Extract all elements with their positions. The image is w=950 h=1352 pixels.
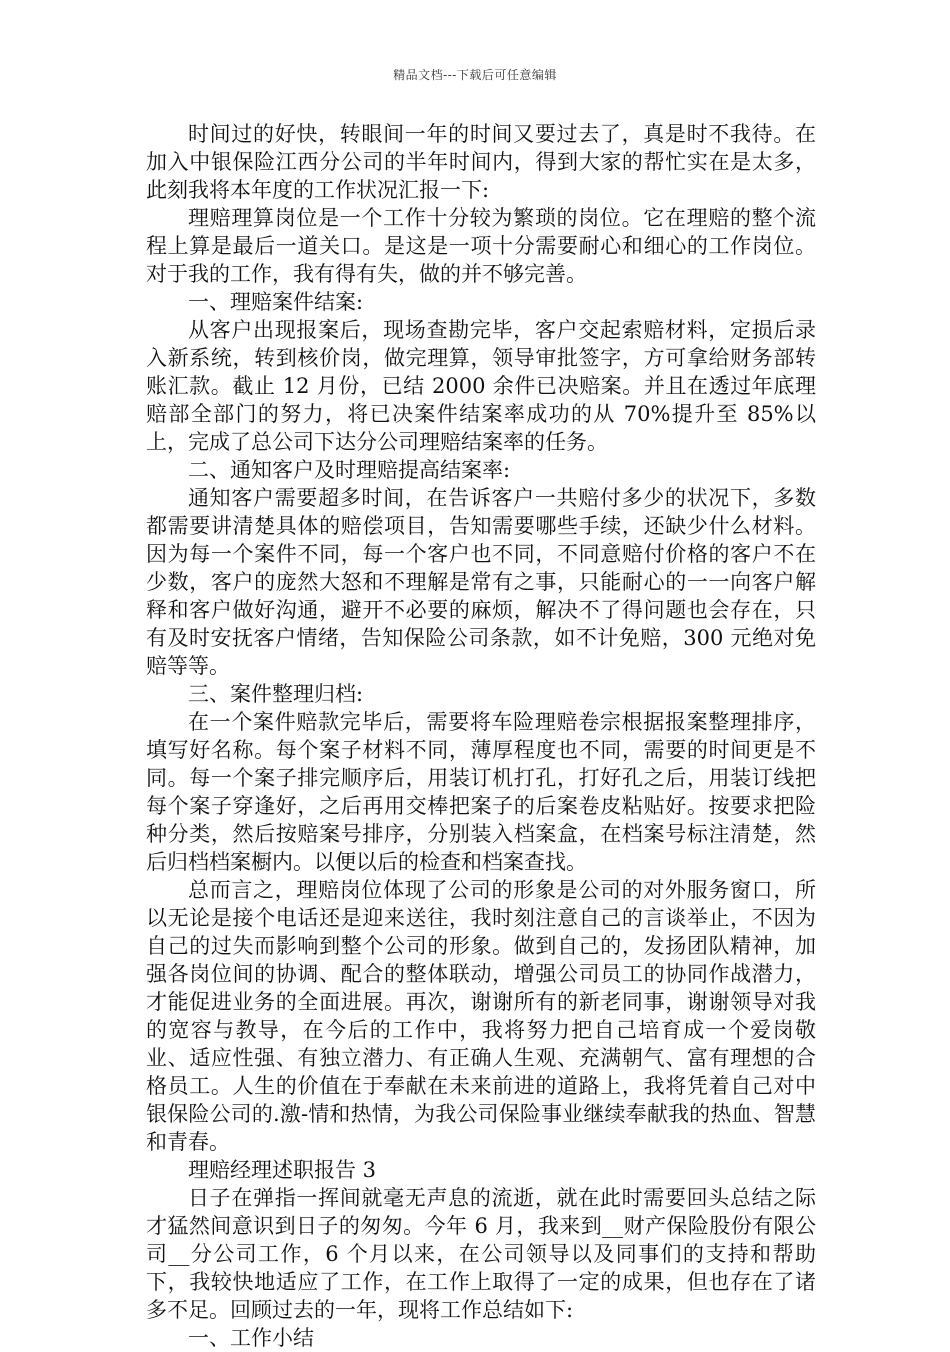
page-header: 精品文档---下载后可任意编辑 xyxy=(393,68,557,82)
section-heading-notify-customers: 二、通知客户及时理赔提高结案率: xyxy=(188,458,511,482)
report-title: 理赔经理述职报告 3 xyxy=(188,1158,377,1182)
document-body xyxy=(146,120,816,1352)
paragraph-summary: 总而言之，理赔岗位体现了公司的形象是公司的对外服务窗口，所以无论是接个电话还是迎来送往，我时刻注意自己的言谈举止，不因为自己的过失而影响到整个公司的形象。做到自己的，发扬团队精神，加强各岗位间的协调、配合的整体联动，增强公司员工的协同作战潜力，才能促进业务的全面进展。再次，谢谢所有的新老同事，谢谢领导对我的宽容与教导，在今后的工作中，我将努力把自己培育成一个爱岗敬业、适应性强、有独立潜力、有正确人生观、充满朝气、富有理想的合格员工。人生的价值在于奉献在未来前进的道路上，我将凭着自己对中银保险公司的.激-情和热情，为我公司保险事业继续奉献我的热血、智慧和青春。 xyxy=(146,878,816,1154)
paragraph-archiving: 在一个案件赔款完毕后，需要将车险理赔卷宗根据报案整理排序，填写好名称。每个案子材料不同，薄厚程度也不同，需要的时间更是不同。每一个案子排完顺序后，用装订机打孔，打好孔之后，用装订线把每个案子穿逢好，之后再用交棒把案子的后案卷皮粘贴好。按要求把险种分类，然后按赔案号排序，分别装入档案盒，在档案号标注清楚，然后归档档案橱内。以便以后的检查和档案查找。 xyxy=(146,710,816,874)
paragraph-claims-closing: 从客户出现报案后，现场查勘完毕，客户交起索赔材料，定损后录入新系统，转到核价岗，做完理算，领导审批签字，方可拿给财务部转账汇款。截止 12 月份，已结 2000 余件已决赔案。并且在透过年底理赔部全部门的努力，将已决案件结案率成功的从 70%提升至 85%以上，完成了总公司下达分公司理赔结案率的任务。 xyxy=(146,318,816,454)
section-heading-archiving: 三、案件整理归档: xyxy=(188,682,364,706)
section-heading-claims-closing: 一、理赔案件结案: xyxy=(188,290,364,314)
paragraph-intro: 时间过的好快，转眼间一年的时间又要过去了，真是时不我待。在加入中银保险江西分公司的半年时间内，得到大家的帮忙实在是太多，此刻我将本年度的工作状况汇报一下: xyxy=(146,122,816,202)
paragraph-notify-customers: 通知客户需要超多时间，在告诉客户一共赔付多少的状况下，多数都需要讲清楚具体的赔偿项目，告知需要哪些手续，还缺少什么材料。因为每一个案件不同，每一个客户也不同，不同意赔付价格的客户不在少数，客户的庞然大怒和不理解是常有之事，只能耐心的一一向客户解释和客户做好沟通，避开不必要的麻烦，解决不了得问题也会存在，只有及时安抚客户情绪，告知保险公司条款，如不计免赔，300 元绝对免赔等等。 xyxy=(146,486,816,678)
section-heading-work-summary: 一、工作小结 xyxy=(188,1326,314,1350)
paragraph-position-overview: 理赔理算岗位是一个工作十分较为繁琐的岗位。它在理赔的整个流程上算是最后一道关口。是这是一项十分需要耐心和细心的工作岗位。对于我的工作，我有得有失，做的并不够完善。 xyxy=(146,206,816,286)
paragraph-report-intro: 日子在弹指一挥间就毫无声息的流逝，就在此时需要回头总结之际才猛然间意识到日子的匆匆。今年 6 月，我来到__财产保险股份有限公司__分公司工作，6 个月以来，在公司领导以及同事们的支持和帮助下，我较快地适应了工作，在工作上取得了一定的成果，但也存在了诸多不足。回顾过去的一年，现将工作总结如下: xyxy=(146,1186,816,1322)
